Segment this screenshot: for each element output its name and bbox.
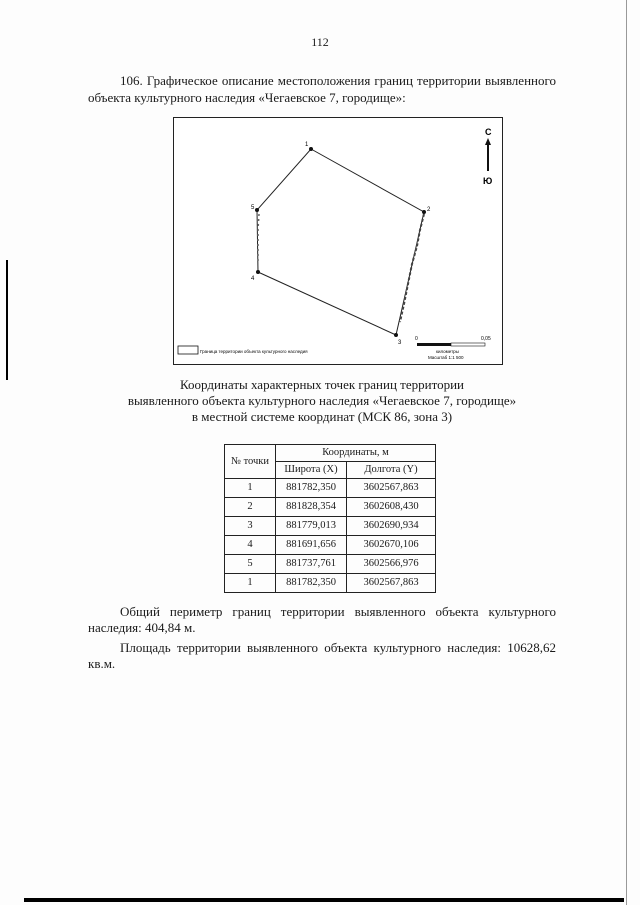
vertex-point — [256, 270, 260, 274]
cell-point: 4 — [225, 536, 276, 555]
table-row — [225, 479, 436, 498]
scale-bar — [415, 336, 491, 360]
map-legend — [178, 346, 308, 354]
vertex-label: 1 — [305, 142, 309, 148]
cell-point: 2 — [225, 498, 276, 517]
south-label: Ю — [483, 176, 493, 186]
column-header-lat: Широта (X) — [276, 462, 347, 479]
legend-swatch — [178, 346, 198, 354]
scan-edge-left — [6, 260, 8, 380]
vertex-point — [422, 210, 426, 214]
table-caption — [88, 377, 556, 425]
vertex-label: 2 — [427, 207, 431, 213]
caption-line: в местной системе координат (МСК 86, зона 3) — [191, 409, 453, 424]
area-paragraph: Площадь территории выявленного объекта культурного наследия: 10628,62 кв.м. — [88, 640, 556, 671]
column-header-point: № точки — [225, 445, 276, 479]
vertex-label: 5 — [251, 205, 255, 211]
vertex-label: 4 — [251, 276, 255, 282]
boundary-map — [173, 117, 503, 365]
cell-lon: 3602690,934 — [347, 517, 436, 536]
table-row — [225, 517, 436, 536]
north-label: С — [485, 127, 492, 137]
table-row — [225, 555, 436, 574]
map-drawing — [174, 118, 502, 364]
table-row — [225, 498, 436, 517]
boundary-hatch — [400, 214, 424, 322]
cell-lat: 881691,656 — [276, 536, 347, 555]
cell-lat: 881828,354 — [276, 498, 347, 517]
vertex-point — [309, 147, 313, 151]
table-row — [225, 536, 436, 555]
vertex-point — [394, 333, 398, 337]
scan-edge-right — [626, 0, 627, 905]
cell-lat: 881737,761 — [276, 555, 347, 574]
cell-lon: 3602670,106 — [347, 536, 436, 555]
cell-lon: 3602566,976 — [347, 555, 436, 574]
cell-lon: 3602608,430 — [347, 498, 436, 517]
vertex-label: 3 — [398, 340, 402, 346]
legend-text: Граница территории объекта культурного наследия — [200, 349, 308, 354]
cell-lat: 881782,350 — [276, 479, 347, 498]
cell-point: 1 — [225, 479, 276, 498]
column-header-lon: Долгота (Y) — [347, 462, 436, 479]
cell-lat: 881782,350 — [276, 574, 347, 593]
scale-end-label: 0,05 — [481, 336, 491, 342]
scale-ratio-label: Масштаб 1:1 500 — [428, 355, 464, 360]
cell-lon: 3602567,863 — [347, 574, 436, 593]
caption-line: Координаты характерных точек границ территории — [180, 377, 464, 392]
cell-point: 1 — [225, 574, 276, 593]
boundary-polygon — [257, 149, 424, 335]
cell-point: 3 — [225, 517, 276, 536]
cell-point: 5 — [225, 555, 276, 574]
scale-unit-label: километры — [436, 349, 459, 354]
north-arrow-icon — [483, 127, 492, 186]
scan-edge-bottom — [24, 898, 624, 902]
table-row — [225, 574, 436, 593]
page-number: 112 — [311, 35, 329, 49]
perimeter-paragraph: Общий периметр границ территории выявленного объекта культурного наследия: 404,84 м. — [88, 604, 556, 635]
caption-line: выявленного объекта культурного наследия «Чегаевское 7, городище» — [127, 393, 517, 408]
vertex-point — [255, 208, 259, 212]
cell-lat: 881779,013 — [276, 517, 347, 536]
cell-lon: 3602567,863 — [347, 479, 436, 498]
column-header-coords: Координаты, м — [276, 445, 436, 462]
scale-start-label: 0 — [415, 336, 418, 342]
section-intro: 106. Графическое описание местоположения границ территории выявленного объекта культурного наследия «Чегаевское 7, городище»: — [88, 73, 556, 105]
coordinates-table — [224, 444, 436, 593]
